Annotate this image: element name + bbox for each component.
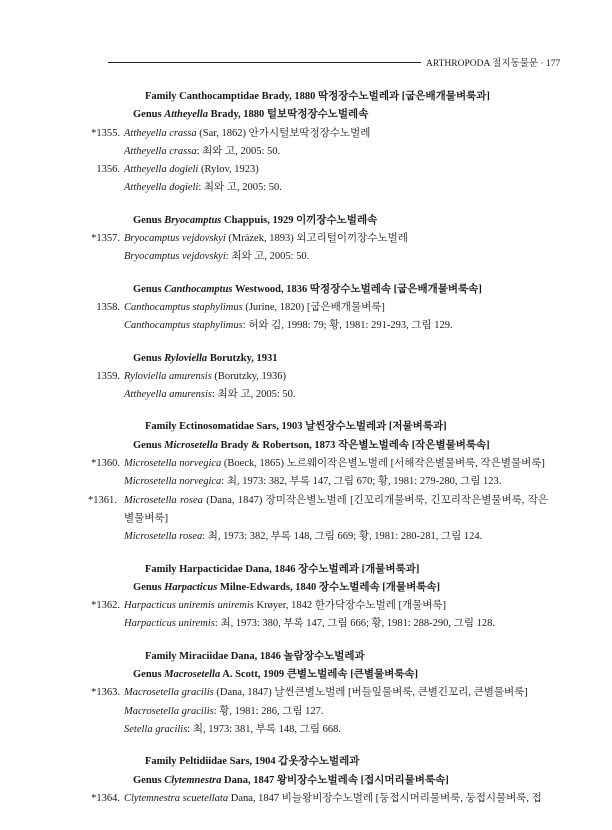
reference-line bbox=[88, 317, 548, 335]
species-entry bbox=[88, 455, 548, 473]
genus-author: Borutzky, 1931 bbox=[209, 352, 278, 364]
reference-citation: : 최와 고, 2005: 50. bbox=[211, 389, 296, 401]
family-korean-name: 장수노벌레과 [개물벼룩과] bbox=[298, 563, 420, 575]
genus-name: Macrosetella bbox=[164, 669, 221, 681]
family-name: Family Harpacticidae Dana, 1846 bbox=[145, 563, 296, 575]
genus-label: Genus bbox=[133, 109, 162, 121]
species-number: 1359. bbox=[96, 370, 120, 382]
reference-line bbox=[88, 386, 548, 404]
genus-label: Genus bbox=[133, 439, 162, 451]
family-name: Family Miraciidae Dana, 1846 bbox=[145, 650, 281, 662]
species-authority: (Boeck, 1865) 노르웨이작은별노벌레 [서해작은별물벼룩, 작은별물벼룩] bbox=[223, 458, 545, 470]
reference-line bbox=[88, 703, 548, 721]
reference-name: Microsetella norvegica bbox=[124, 476, 222, 488]
genus-author: Chappuis, 1929 bbox=[224, 214, 294, 226]
family-heading bbox=[88, 753, 548, 771]
species-number: *1355. bbox=[91, 127, 120, 139]
species-name: Macrosetella gracilis bbox=[124, 687, 214, 699]
species-number: 1358. bbox=[96, 301, 120, 313]
species-name: Ryloviella amurensis bbox=[124, 370, 212, 382]
species-number: *1363. bbox=[91, 687, 120, 699]
species-authority: (Sar, 1862) 안가시털보딱정장수노벌레 bbox=[199, 127, 371, 139]
reference-line bbox=[88, 721, 548, 739]
species-number: *1361. bbox=[88, 494, 117, 506]
reference-name: Macrosetella gracilis bbox=[124, 705, 214, 717]
genus-label: Genus bbox=[133, 581, 162, 593]
family-heading bbox=[88, 648, 548, 666]
genus-heading bbox=[88, 106, 548, 124]
genus-name: Bryocamptus bbox=[164, 214, 222, 226]
species-name: Attheyella crassa bbox=[124, 127, 197, 139]
genus-heading bbox=[88, 212, 548, 230]
family-korean-name: 날씬장수노벌레과 [저물벼룩과] bbox=[305, 421, 447, 433]
header-rule bbox=[108, 62, 421, 63]
genus-korean-name: 큰별노벌레속 [큰별물벼룩속] bbox=[286, 669, 419, 681]
section-gap bbox=[88, 336, 548, 350]
species-entry bbox=[88, 790, 548, 808]
section-gap bbox=[88, 739, 548, 753]
species-entry bbox=[88, 597, 548, 615]
genus-name: Canthocamptus bbox=[164, 283, 233, 295]
section-gap bbox=[88, 198, 548, 212]
family-heading bbox=[88, 88, 548, 106]
family-name: Family Canthocamptidae Brady, 1880 bbox=[145, 91, 316, 102]
reference-name: Attheyella dogieli bbox=[124, 182, 199, 194]
genus-heading bbox=[88, 437, 548, 455]
species-number: *1364. bbox=[91, 792, 120, 804]
genus-label: Genus bbox=[133, 352, 162, 364]
species-authority: (Rylov, 1923) bbox=[200, 164, 259, 176]
genus-korean-name: 이끼장수노벌레속 bbox=[296, 214, 378, 226]
section-gap bbox=[88, 404, 548, 418]
species-authority: (Mrázek, 1893) 외고리털이끼장수노벌레 bbox=[228, 233, 408, 245]
genus-korean-name: 왕비장수노벌레속 [접시머리물벼룩속] bbox=[276, 774, 449, 786]
reference-line bbox=[88, 615, 548, 633]
species-number: *1360. bbox=[91, 458, 120, 470]
reference-citation: : 허와 김, 1998: 79; 황, 1981: 291-293, 그림 129. bbox=[242, 320, 453, 332]
reference-line bbox=[88, 143, 548, 161]
reference-name: Canthocamptus staphylimus bbox=[124, 320, 243, 332]
reference-name: Attheyella amurensis bbox=[124, 389, 212, 401]
species-authority: (Dana, 1847) 날씬큰별노벌레 [버들잎물벼룩, 큰별긴꼬리, 큰별물벼룩] bbox=[216, 687, 528, 699]
reference-line bbox=[88, 248, 548, 266]
reference-line bbox=[88, 473, 548, 491]
reference-citation: : 최와 고, 2005: 50. bbox=[225, 251, 310, 263]
species-name: Attheyella dogieli bbox=[124, 164, 199, 176]
species-name: Bryocamptus vejdovskyi bbox=[124, 233, 226, 245]
genus-heading bbox=[88, 772, 548, 790]
species-number: *1362. bbox=[91, 600, 120, 612]
species-name: Microsetella norvegica bbox=[124, 458, 222, 470]
genus-author: A. Scott, 1909 bbox=[222, 669, 285, 681]
family-korean-name: 딱정장수노벌레과 [굽은배개물벼룩과] bbox=[317, 91, 490, 102]
reference-citation: : 최, 1973: 382, 부록 148, 그림 669; 황, 1981: 280-281, 그림 124. bbox=[202, 531, 483, 543]
species-authority: (Jurine, 1820) [굽은배개물벼룩] bbox=[245, 301, 385, 313]
family-name: Family Peltidiidae Sars, 1904 bbox=[145, 756, 276, 768]
genus-korean-name: 딱정장수노벌레속 [굽은배개물벼룩속] bbox=[309, 283, 482, 295]
family-korean-name: 갑옷장수노벌레과 bbox=[278, 756, 360, 768]
genus-author: Westwood, 1836 bbox=[234, 283, 308, 295]
species-authority: Dana, 1847 비늘왕비장수노벌레 [둥접시머리물벼룩, 둥접시물벼룩, 접 bbox=[230, 792, 542, 804]
genus-label: Genus bbox=[133, 214, 162, 226]
reference-name: Harpacticus uniremis bbox=[124, 618, 215, 630]
genus-korean-name: 장수노벌레속 [개물벼룩속] bbox=[318, 581, 441, 593]
genus-author: Brady, 1880 bbox=[210, 109, 265, 121]
reference-citation: : 최, 1973: 381, 부록 148, 그림 668. bbox=[187, 723, 341, 735]
genus-label: Genus bbox=[133, 774, 162, 786]
species-entry bbox=[88, 161, 548, 179]
family-korean-name: 놀람장수노벌레과 bbox=[283, 650, 365, 662]
page-body bbox=[88, 88, 548, 808]
species-entry bbox=[88, 299, 548, 317]
section-gap bbox=[88, 267, 548, 281]
reference-line bbox=[88, 528, 548, 546]
genus-name: Attheyella bbox=[164, 109, 208, 121]
species-entry bbox=[88, 492, 548, 529]
species-authority: (Borutzky, 1936) bbox=[214, 370, 287, 382]
running-head: ARTHROPODA 절지동물문 · 177 bbox=[426, 59, 561, 69]
reference-citation: : 최, 1973: 380, 부록 147, 그림 666; 황, 1981: 288-290, 그림 128. bbox=[214, 618, 495, 630]
species-entry bbox=[88, 368, 548, 386]
species-number: 1356. bbox=[96, 164, 120, 176]
genus-author: Dana, 1847 bbox=[224, 774, 275, 786]
genus-author: Milne-Edwards, 1840 bbox=[219, 581, 317, 593]
species-name: Harpacticus uniremis uniremis bbox=[124, 600, 254, 612]
species-entry bbox=[88, 684, 548, 702]
reference-citation: : 최와 고, 2005: 50. bbox=[196, 145, 281, 157]
species-name: Clytemnestra scuetellata bbox=[124, 792, 229, 804]
genus-heading bbox=[88, 666, 548, 684]
genus-author: Brady & Robertson, 1873 bbox=[220, 439, 336, 451]
reference-name: Setella gracilis bbox=[124, 723, 188, 735]
reference-citation: : 최, 1973: 382, 부록 147, 그림 670; 황, 1981: 279-280, 그림 123. bbox=[221, 476, 502, 488]
genus-heading bbox=[88, 350, 548, 368]
reference-citation: : 황, 1981: 286, 그림 127. bbox=[213, 705, 324, 717]
reference-citation: : 최와 고, 2005: 50. bbox=[198, 182, 282, 194]
genus-label: Genus bbox=[133, 283, 162, 295]
genus-name: Harpacticus bbox=[164, 581, 218, 593]
reference-name: Microsetella rosea bbox=[124, 531, 203, 543]
species-name: Microsetella rosea bbox=[124, 494, 203, 506]
species-authority: Krøyer, 1842 한가닥장수노벌레 [개물벼룩] bbox=[256, 600, 447, 612]
genus-name: Microsetella bbox=[164, 439, 218, 451]
species-entry bbox=[88, 230, 548, 248]
species-authority: (Dana, 1847) 장미작은별노벌레 [긴꼬리개물벼룩, 긴꼬리작은별물벼룩, 작은별물벼룩] bbox=[124, 494, 549, 524]
section-gap bbox=[88, 547, 548, 561]
species-name: Canthocamptus staphylimus bbox=[124, 301, 243, 313]
family-name: Family Ectinosomatidae Sars, 1903 bbox=[145, 421, 303, 433]
family-heading bbox=[88, 561, 548, 579]
reference-line bbox=[88, 179, 548, 197]
genus-korean-name: 작은별노벌레속 [작은별물벼룩속] bbox=[338, 439, 490, 451]
reference-name: Bryocamptus vejdovskyi bbox=[124, 251, 226, 263]
genus-heading bbox=[88, 281, 548, 299]
genus-label: Genus bbox=[133, 669, 162, 681]
reference-name: Attheyella crassa bbox=[124, 145, 197, 157]
genus-name: Ryloviella bbox=[164, 352, 208, 364]
family-heading bbox=[88, 418, 548, 436]
species-entry bbox=[88, 125, 548, 143]
section-gap bbox=[88, 634, 548, 648]
species-number: *1357. bbox=[91, 233, 120, 245]
genus-name: Clytemnestra bbox=[164, 774, 222, 786]
genus-heading bbox=[88, 579, 548, 597]
genus-korean-name: 털보딱정장수노벌레속 bbox=[266, 109, 369, 121]
